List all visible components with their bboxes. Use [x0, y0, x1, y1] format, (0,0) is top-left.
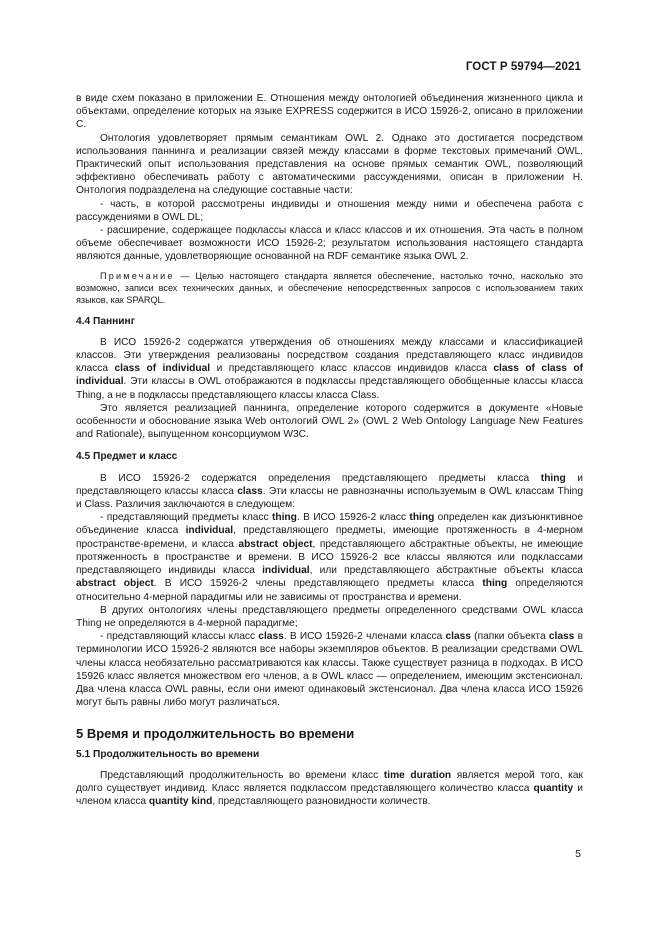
- note-text: — Целью настоящего стандарта является обеспечение, настолько точно, насколько это возможно, записи всех технических данных, и обеспечение непосредственных запросов с использованием таких языков, как SPARQL.: [76, 270, 583, 305]
- note-label: Примечание: [100, 270, 175, 281]
- page-number: 5: [575, 848, 581, 860]
- document-id-header: ГОСТ Р 59794—2021: [465, 61, 581, 73]
- paragraph: Онтология удовлетворяет прямым семантикам OWL 2. Однако это достигается посредством использования паннинга и реализации связей между классами в форме текстовых примечаний OWL. Практический опыт использования представления на основе прямых семантик OWL, позволяющий эффективно обеспечивать работу с автоматическими рассуждениями, описан в приложении Н. Онтология подразделена на следующие составные части:: [76, 132, 583, 197]
- paragraph: в виде схем показано в приложении Е. Отношения между онтологией объединения жизненного цикла и объектами, определение которых на языке EXPRESS содержится в ИСО 15926-2, описано в приложении С.: [76, 93, 583, 131]
- term: thing: [540, 472, 566, 484]
- section-heading-4-5: 4.5 Предмет и класс: [76, 451, 178, 463]
- paragraph: Представляющий продолжительность во времени класс time duration является мерой того, как долго существует индивид. Класс является подклассом представляющего количество класса quantity и членом класса quantity kind, представляющего разновидности количеств.: [76, 769, 583, 808]
- list-item: - расширение, содержащее подклассы класса и класс классов и их отношения. Эта часть в полном объеме обеспечивает возможности ИСО 15926-2; результатом использования настоящего стандарта являются данные, удовлетворяющие основанной на RDF семантике языка OWL 2.: [76, 225, 583, 263]
- paragraph: Это является реализацией паннинга, определение которого содержится в документе «Новые особенности и обоснование языка Web онтологий OWL 2» (OWL 2 Web Ontology Language New Features and Rationale), выпущенном консорциумом W3C.: [76, 402, 583, 441]
- section-heading-4-4: 4.4 Паннинг: [76, 315, 135, 327]
- list-item: - часть, в которой рассмотрены индивиды и отношения между ними и обеспечена работа с рассуждениями в OWL DL;: [76, 198, 583, 223]
- term: class: [237, 485, 263, 497]
- page-content: [76, 92, 583, 808]
- note: [76, 270, 583, 306]
- paragraph: В ИСО 15926-2 содержатся утверждения об отношениях между классами и классификацией классов. Эти утверждения реализованы посредством создания представляющего класс индивидов класса class of individual и представляющего класс классов индивидов класса class of class of individual. Эти классы в OWL отображаются в подклассы представляющего обобщенные классы класса Thing, а не в подклассы представляющего классы класса Class.: [76, 336, 583, 401]
- term: class of individual: [114, 363, 211, 375]
- section-heading-5: 5 Время и продолжительность во времени: [76, 726, 355, 742]
- list-item: - представляющий классы класс class. В ИСО 15926-2 членами класса class (папки объекта class в терминологии ИСО 15926-2 являются все наборы экземпляров объектов. В реализации средствами OWL члены класса необязательно рассматриваются как классы. Также существует разница в подходах. В ИСО 15926 класс является множеством его членов, а в OWL класс — определением, имеющим экстенсионал. Два члена класса OWL равны, если они имеют одинаковый экстенсионал. Два члена класса ИСО 15926 могут быть равны либо могут различаться.: [76, 631, 583, 709]
- paragraph: В других онтологиях члены представляющего предметы определенного средствами OWL класса Thing не определяются в 4-мерной парадигме;: [76, 604, 583, 629]
- paragraph: В ИСО 15926-2 содержатся определения представляющего предметы класса thing и представляющего классы класса class. Эти классы не равнозначны используемым в OWL классам Thing и Class. Различия заключаются в следующем:: [76, 472, 584, 511]
- section-heading-5-1: 5.1 Продолжительность во времени: [76, 748, 260, 760]
- list-item: - представляющий предметы класс thing. В ИСО 15926-2 класс thing определен как дизъюнктивное объединение класса individual, представляющего предметы, имеющие протяженность в 4-мерном пространстве-времени, и класса abstract object, представляющего абстрактные объекты, не имеющие протяженность в пространстве и времени. В ИСО 15926-2 все классы являются или подклассами представляющего индивиды класса individual, или представляющего абстрактные объекты класса abstract object. В ИСО 15926-2 члены представляющего предметы класса thing определяются относительно 4-мерной парадигмы или не зависимы от пространства и времени.: [76, 512, 583, 603]
- term: class of class of individual: [76, 363, 583, 388]
